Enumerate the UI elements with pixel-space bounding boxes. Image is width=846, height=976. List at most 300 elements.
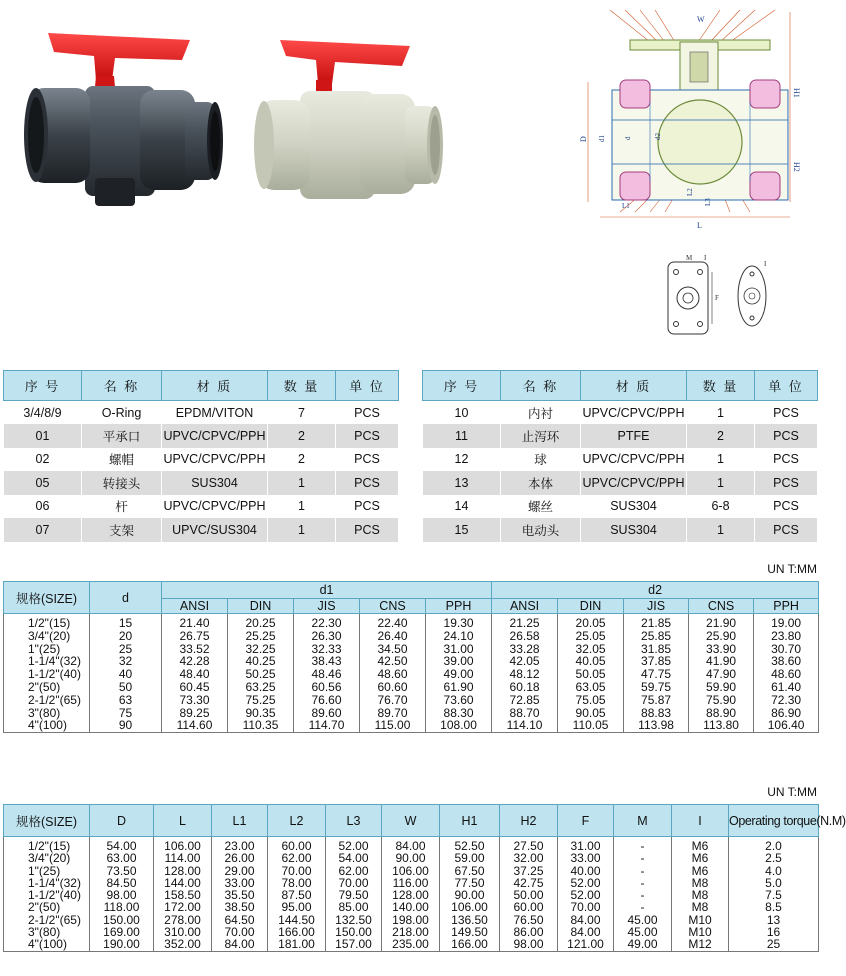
header-cell: W	[382, 805, 440, 837]
value-cell: 90.35	[228, 707, 294, 720]
value-cell: M8	[672, 901, 729, 913]
quantity-cell: 1	[687, 448, 755, 472]
name-cell: 螺丝	[501, 495, 581, 519]
header-cell: Operating torque(N.M)	[729, 805, 819, 837]
value-cell: 23.80	[754, 630, 819, 643]
value-cell: 63	[90, 694, 162, 707]
beige-ball-valve-image	[250, 36, 450, 211]
size-cell: 4"(100)	[4, 938, 90, 951]
value-cell: 113.98	[624, 719, 689, 732]
value-cell: 62.00	[268, 852, 326, 864]
header-cell: H1	[440, 805, 500, 837]
value-cell: 106.00	[154, 837, 212, 853]
value-cell: 79.50	[326, 889, 382, 901]
table-row	[4, 681, 819, 694]
label-f: F	[715, 294, 719, 302]
header-material: 材 质	[581, 371, 687, 401]
material-cell: UPVC/CPVC/PPH	[581, 471, 687, 495]
value-cell: 2.5	[729, 852, 819, 864]
value-cell: 49.00	[426, 668, 492, 681]
value-cell: 132.50	[326, 914, 382, 926]
value-cell: 63.00	[90, 852, 154, 864]
size-cell: 1"(25)	[4, 865, 90, 877]
value-cell: 48.12	[492, 668, 558, 681]
value-cell: 50.00	[500, 889, 558, 901]
value-cell: 88.90	[689, 707, 754, 720]
value-cell: 88.30	[426, 707, 492, 720]
value-cell: 50	[90, 681, 162, 694]
value-cell: 54.00	[90, 837, 154, 853]
value-cell: 45.00	[614, 914, 672, 926]
value-cell: 76.50	[500, 914, 558, 926]
parts-left-row	[4, 495, 399, 519]
value-cell: 38.50	[212, 901, 268, 913]
value-cell: 75.87	[624, 694, 689, 707]
label-i-left: I	[704, 254, 707, 262]
value-cell: 144.50	[268, 914, 326, 926]
table-row	[4, 614, 819, 630]
header-cell: L3	[326, 805, 382, 837]
value-cell: 40.05	[558, 655, 624, 668]
unit-cell: PCS	[336, 424, 399, 448]
header-cell: I	[672, 805, 729, 837]
value-cell: 40.25	[228, 655, 294, 668]
value-cell: 21.25	[492, 614, 558, 630]
value-cell: 47.75	[624, 668, 689, 681]
quantity-cell: 1	[268, 471, 336, 495]
value-cell: 31.85	[624, 643, 689, 656]
value-cell: 169.00	[90, 926, 154, 938]
table-row	[4, 938, 819, 951]
value-cell: 278.00	[154, 914, 212, 926]
parts-right-row	[423, 495, 818, 519]
parts-left-row	[4, 518, 399, 542]
value-cell: 114.10	[492, 719, 558, 732]
value-cell: 84.50	[90, 877, 154, 889]
material-cell: SUS304	[581, 495, 687, 519]
parts-left-row	[4, 401, 399, 425]
value-cell: 50.05	[558, 668, 624, 681]
header-standard-d1: ANSI	[162, 598, 228, 613]
value-cell: 235.00	[382, 938, 440, 951]
header-name: 名 称	[501, 371, 581, 401]
quantity-cell: 7	[268, 401, 336, 425]
table-row	[4, 852, 819, 864]
value-cell: 166.00	[440, 938, 500, 951]
value-cell: 98.00	[90, 889, 154, 901]
header-standard-d1: PPH	[426, 598, 492, 613]
value-cell: 22.30	[294, 614, 360, 630]
unit-cell: PCS	[336, 401, 399, 425]
value-cell: 70.00	[558, 901, 614, 913]
unit-label: UN T:MM	[767, 785, 817, 799]
value-cell: 166.00	[268, 926, 326, 938]
value-cell: 48.46	[294, 668, 360, 681]
table-row	[4, 694, 819, 707]
header-unit: 单 位	[336, 371, 399, 401]
header-quantity: 数 量	[268, 371, 336, 401]
value-cell: 78.00	[268, 877, 326, 889]
value-cell: 15	[90, 614, 162, 630]
unit-cell: PCS	[755, 495, 818, 519]
value-cell: 90.00	[382, 852, 440, 864]
header-cell: 规格(SIZE)	[4, 805, 90, 837]
value-cell: -	[614, 901, 672, 913]
serial-cell: 06	[4, 495, 82, 519]
value-cell: 60.60	[360, 681, 426, 694]
value-cell: 90	[90, 719, 162, 732]
value-cell: 49.00	[614, 938, 672, 951]
value-cell: 106.40	[754, 719, 819, 732]
parts-table-left-header	[4, 371, 399, 401]
value-cell: 121.00	[558, 938, 614, 951]
value-cell: 89.70	[360, 707, 426, 720]
value-cell: 21.90	[689, 614, 754, 630]
value-cell: 61.40	[754, 681, 819, 694]
header-d2: d2	[492, 582, 819, 599]
parts-right-row	[423, 424, 818, 448]
value-cell: 5.0	[729, 877, 819, 889]
dimension-table-d1-d2	[3, 581, 819, 733]
value-cell: 48.60	[360, 668, 426, 681]
value-cell: 73.50	[90, 865, 154, 877]
name-cell: 止泻环	[501, 424, 581, 448]
value-cell: 67.50	[440, 865, 500, 877]
name-cell: 转接头	[82, 471, 162, 495]
value-cell: 33.52	[162, 643, 228, 656]
value-cell: 136.50	[440, 914, 500, 926]
size-cell: 2-1/2"(65)	[4, 914, 90, 926]
value-cell: 7.5	[729, 889, 819, 901]
serial-cell: 05	[4, 471, 82, 495]
value-cell: 84.00	[558, 926, 614, 938]
unit-cell: PCS	[755, 424, 818, 448]
value-cell: 26.58	[492, 630, 558, 643]
value-cell: 70.00	[326, 877, 382, 889]
value-cell: 89.25	[162, 707, 228, 720]
value-cell: 52.50	[440, 837, 500, 853]
value-cell: 72.30	[754, 694, 819, 707]
value-cell: 26.75	[162, 630, 228, 643]
value-cell: 62.00	[326, 865, 382, 877]
parts-right-row	[423, 401, 818, 425]
serial-cell: 10	[423, 401, 501, 425]
header-cell: L1	[212, 805, 268, 837]
value-cell: 89.60	[294, 707, 360, 720]
value-cell: -	[614, 889, 672, 901]
serial-cell: 3/4/8/9	[4, 401, 82, 425]
value-cell: 38.60	[754, 655, 819, 668]
value-cell: M10	[672, 914, 729, 926]
header-cell: L2	[268, 805, 326, 837]
value-cell: 26.00	[212, 852, 268, 864]
unit-cell: PCS	[336, 495, 399, 519]
size-cell: 2"(50)	[4, 681, 90, 694]
size-cell: 2-1/2"(65)	[4, 694, 90, 707]
value-cell: 38.43	[294, 655, 360, 668]
value-cell: 31.00	[558, 837, 614, 853]
header-quantity: 数 量	[687, 371, 755, 401]
table-row	[4, 837, 819, 853]
header-standard-d2: ANSI	[492, 598, 558, 613]
size-cell: 1-1/4"(32)	[4, 655, 90, 668]
value-cell: 20.25	[228, 614, 294, 630]
value-cell: 25.25	[228, 630, 294, 643]
value-cell: 59.75	[624, 681, 689, 694]
size-cell: 3"(80)	[4, 926, 90, 938]
value-cell: 25	[729, 938, 819, 951]
value-cell: 37.85	[624, 655, 689, 668]
quantity-cell: 1	[687, 471, 755, 495]
value-cell: 98.00	[500, 938, 558, 951]
value-cell: 86.00	[500, 926, 558, 938]
value-cell: 32	[90, 655, 162, 668]
value-cell: 40.00	[558, 865, 614, 877]
label-m: M	[686, 254, 693, 262]
value-cell: 45.00	[614, 926, 672, 938]
value-cell: 70.00	[212, 926, 268, 938]
serial-cell: 13	[423, 471, 501, 495]
parts-left-row	[4, 471, 399, 495]
value-cell: 42.05	[492, 655, 558, 668]
header-cell: L	[154, 805, 212, 837]
size-cell: 1/2"(15)	[4, 614, 90, 630]
value-cell: 13	[729, 914, 819, 926]
header-d: d	[90, 582, 162, 614]
value-cell: 60.18	[492, 681, 558, 694]
value-cell: 25	[90, 643, 162, 656]
value-cell: 118.00	[90, 901, 154, 913]
value-cell: 40	[90, 668, 162, 681]
value-cell: 76.70	[360, 694, 426, 707]
value-cell: 73.30	[162, 694, 228, 707]
value-cell: M8	[672, 889, 729, 901]
value-cell: 113.80	[689, 719, 754, 732]
material-cell: UPVC/CPVC/PPH	[162, 448, 268, 472]
name-cell: 平承口	[82, 424, 162, 448]
value-cell: 29.00	[212, 865, 268, 877]
value-cell: 19.30	[426, 614, 492, 630]
header-standard-d2: CNS	[689, 598, 754, 613]
label-d-big: D	[579, 136, 588, 142]
value-cell: 158.50	[154, 889, 212, 901]
value-cell: 27.50	[500, 837, 558, 853]
value-cell: 42.75	[500, 877, 558, 889]
value-cell: 60.00	[500, 901, 558, 913]
value-cell: 90.00	[440, 889, 500, 901]
value-cell: 75	[90, 707, 162, 720]
quantity-cell: 2	[268, 448, 336, 472]
header-unit: 单 位	[755, 371, 818, 401]
size-cell: 1-1/2"(40)	[4, 889, 90, 901]
value-cell: 61.90	[426, 681, 492, 694]
value-cell: 33.28	[492, 643, 558, 656]
value-cell: M6	[672, 837, 729, 853]
label-h1: H1	[792, 88, 801, 98]
value-cell: 106.00	[382, 865, 440, 877]
value-cell: 115.00	[360, 719, 426, 732]
value-cell: 52.00	[558, 877, 614, 889]
value-cell: 310.00	[154, 926, 212, 938]
value-cell: 88.70	[492, 707, 558, 720]
value-cell: 32.25	[228, 643, 294, 656]
header-serial: 序 号	[423, 371, 501, 401]
value-cell: 106.00	[440, 901, 500, 913]
value-cell: 35.50	[212, 889, 268, 901]
material-cell: PTFE	[581, 424, 687, 448]
value-cell: 157.00	[326, 938, 382, 951]
value-cell: -	[614, 865, 672, 877]
header-cell: H2	[500, 805, 558, 837]
size-cell: 4"(100)	[4, 719, 90, 732]
value-cell: 19.00	[754, 614, 819, 630]
value-cell: 150.00	[90, 914, 154, 926]
value-cell: -	[614, 877, 672, 889]
serial-cell: 14	[423, 495, 501, 519]
name-cell: 内衬	[501, 401, 581, 425]
parts-table-left	[3, 370, 399, 542]
parts-right-row	[423, 448, 818, 472]
value-cell: 75.90	[689, 694, 754, 707]
valve-cross-section-drawing	[580, 2, 816, 232]
quantity-cell: 6-8	[687, 495, 755, 519]
value-cell: 21.40	[162, 614, 228, 630]
value-cell: 198.00	[382, 914, 440, 926]
value-cell: 352.00	[154, 938, 212, 951]
name-cell: 杆	[82, 495, 162, 519]
value-cell: M6	[672, 865, 729, 877]
label-d1: d1	[598, 135, 606, 142]
serial-cell: 01	[4, 424, 82, 448]
value-cell: 50.25	[228, 668, 294, 681]
unit-cell: PCS	[755, 518, 818, 542]
material-cell: UPVC/CPVC/PPH	[162, 495, 268, 519]
quantity-cell: 2	[687, 424, 755, 448]
name-cell: 本体	[501, 471, 581, 495]
value-cell: 59.00	[440, 852, 500, 864]
value-cell: 59.90	[689, 681, 754, 694]
value-cell: 75.05	[558, 694, 624, 707]
header-standard-d2: PPH	[754, 598, 819, 613]
size-cell: 2"(50)	[4, 901, 90, 913]
material-cell: UPVC/SUS304	[162, 518, 268, 542]
header-d1: d1	[162, 582, 492, 599]
value-cell: 128.00	[154, 865, 212, 877]
serial-cell: 11	[423, 424, 501, 448]
size-cell: 3/4"(20)	[4, 630, 90, 643]
grey-ball-valve-image	[20, 28, 235, 218]
size-cell: 1/2"(15)	[4, 837, 90, 853]
value-cell: 190.00	[90, 938, 154, 951]
value-cell: 48.40	[162, 668, 228, 681]
value-cell: 30.70	[754, 643, 819, 656]
material-cell: UPVC/CPVC/PPH	[162, 424, 268, 448]
quantity-cell: 1	[687, 518, 755, 542]
value-cell: 42.50	[360, 655, 426, 668]
value-cell: 8.5	[729, 901, 819, 913]
value-cell: 20.05	[558, 614, 624, 630]
value-cell: 108.00	[426, 719, 492, 732]
value-cell: M10	[672, 926, 729, 938]
value-cell: 34.50	[360, 643, 426, 656]
value-cell: 116.00	[382, 877, 440, 889]
label-i-right: I	[764, 260, 767, 268]
material-cell: UPVC/CPVC/PPH	[581, 401, 687, 425]
value-cell: 52.00	[326, 837, 382, 853]
material-cell: UPVC/CPVC/PPH	[581, 448, 687, 472]
dimension-table-main	[3, 804, 846, 952]
unit-cell: PCS	[336, 471, 399, 495]
value-cell: -	[614, 852, 672, 864]
size-cell: 1"(25)	[4, 643, 90, 656]
size-cell: 3/4"(20)	[4, 852, 90, 864]
label-d2: d2	[654, 133, 662, 140]
value-cell: 84.00	[212, 938, 268, 951]
value-cell: 60.00	[268, 837, 326, 853]
value-cell: 39.00	[426, 655, 492, 668]
header-cell: M	[614, 805, 672, 837]
header-name: 名 称	[82, 371, 162, 401]
value-cell: 23.00	[212, 837, 268, 853]
label-l2: L2	[686, 188, 694, 196]
value-cell: M8	[672, 877, 729, 889]
parts-right-row	[423, 471, 818, 495]
value-cell: 77.50	[440, 877, 500, 889]
parts-table-right	[422, 370, 818, 542]
value-cell: 63.05	[558, 681, 624, 694]
value-cell: 37.25	[500, 865, 558, 877]
size-cell: 3"(80)	[4, 707, 90, 720]
size-cell: 1-1/2"(40)	[4, 668, 90, 681]
value-cell: 25.85	[624, 630, 689, 643]
name-cell: O-Ring	[82, 401, 162, 425]
table-row	[4, 901, 819, 913]
value-cell: 4.0	[729, 865, 819, 877]
serial-cell: 15	[423, 518, 501, 542]
quantity-cell: 1	[268, 495, 336, 519]
value-cell: 88.83	[624, 707, 689, 720]
value-cell: 87.50	[268, 889, 326, 901]
name-cell: 电动头	[501, 518, 581, 542]
value-cell: 84.00	[382, 837, 440, 853]
value-cell: 140.00	[382, 901, 440, 913]
quantity-cell: 1	[268, 518, 336, 542]
value-cell: 90.05	[558, 707, 624, 720]
value-cell: 150.00	[326, 926, 382, 938]
header-cell: D	[90, 805, 154, 837]
value-cell: 144.00	[154, 877, 212, 889]
header-standard-d1: JIS	[294, 598, 360, 613]
value-cell: 52.00	[558, 889, 614, 901]
value-cell: 48.60	[754, 668, 819, 681]
value-cell: 114.60	[162, 719, 228, 732]
serial-cell: 02	[4, 448, 82, 472]
value-cell: 181.00	[268, 938, 326, 951]
value-cell: 218.00	[382, 926, 440, 938]
value-cell: 149.50	[440, 926, 500, 938]
material-cell: SUS304	[581, 518, 687, 542]
quantity-cell: 2	[268, 424, 336, 448]
value-cell: 128.00	[382, 889, 440, 901]
header-standard-d2: JIS	[624, 598, 689, 613]
value-cell: 21.85	[624, 614, 689, 630]
value-cell: 26.30	[294, 630, 360, 643]
label-l: L	[697, 221, 702, 230]
value-cell: 22.40	[360, 614, 426, 630]
value-cell: 25.90	[689, 630, 754, 643]
value-cell: 86.90	[754, 707, 819, 720]
value-cell: 76.60	[294, 694, 360, 707]
